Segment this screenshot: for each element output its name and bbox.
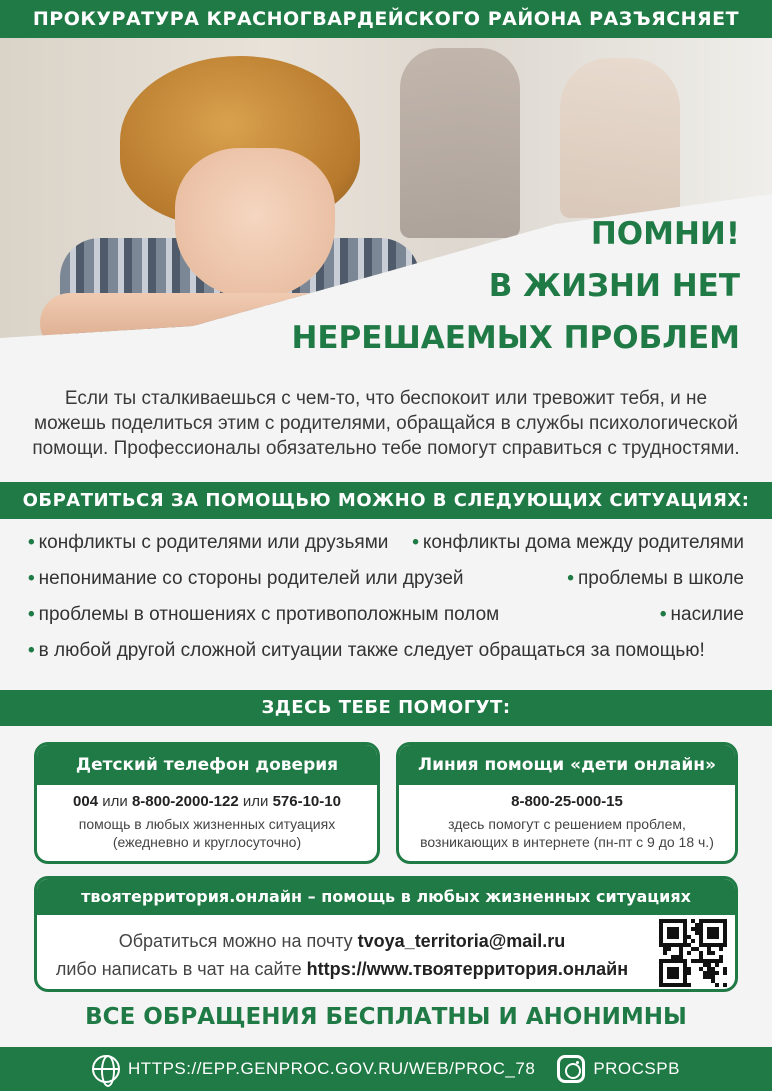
qr-cell [723, 971, 727, 975]
situation-item: • насилие [660, 604, 744, 626]
qr-cell [715, 935, 719, 939]
website-link[interactable] [92, 1055, 535, 1083]
trust-phone-desc-2: (ежедневно и круглосуточно) [112, 834, 302, 850]
slogan-line-2: В ЖИЗНИ НЕТ [488, 268, 740, 304]
qr-cell [687, 951, 691, 955]
situation-item: • конфликты дома между родителями [412, 532, 744, 554]
parent-figure-woman [560, 58, 680, 218]
kids-online-desc-1: здесь помогут с решением проблем, [448, 816, 686, 832]
instagram-link[interactable] [557, 1055, 680, 1083]
qr-cell [719, 959, 723, 963]
globe-icon [92, 1055, 120, 1083]
footer-note: ВСЕ ОБРАЩЕНИЯ БЕСПЛАТНЫ И АНОНИМНЫ [85, 1004, 687, 1030]
help-band [0, 690, 772, 726]
trust-phone-desc-1: помощь в любых жизненных ситуациях [78, 816, 336, 832]
intro-text: Если ты сталкиваешься с чем-то, что беспокоит или тревожит тебя, и не можешь поделиться этим с родителями, обращайся в службы психологической помощи. Профессионалы обязательно тебе помогут справиться с трудностями. [32, 388, 740, 459]
qr-cell [715, 971, 719, 975]
phone-number[interactable]: 8-800-2000-122 [131, 793, 239, 810]
site-prefix: либо написать в чат на сайте [55, 959, 302, 979]
situation-row [28, 532, 744, 568]
trust-phone-title: Детский телефон доверия [37, 745, 377, 785]
qr-cell [711, 951, 715, 955]
slogan [291, 208, 740, 364]
situation-item: • проблемы в школе [567, 568, 744, 590]
kids-online-title: Линия помощи «дети онлайн» [399, 745, 735, 785]
kids-online-body [399, 785, 735, 851]
site-link[interactable]: https://www.твоятерритория.онлайн [306, 959, 629, 979]
slogan-line-3: НЕРЕШАЕМЫХ ПРОБЛЕМ [291, 320, 740, 356]
site-line [37, 955, 647, 983]
territory-card [34, 876, 738, 992]
website-url[interactable]: HTTPS://EPP.GENPROC.GOV.RU/WEB/PROC_78 [128, 1059, 536, 1078]
trust-phone-body [37, 785, 377, 851]
phone-number[interactable]: 004 [73, 793, 99, 810]
instagram-handle[interactable]: PROCSPB [593, 1059, 680, 1078]
slogan-line-1: ПОМНИ! [590, 216, 740, 252]
qr-cell [719, 947, 723, 951]
qr-cell [715, 963, 719, 967]
qr-cell [715, 983, 719, 987]
qr-cell [691, 939, 695, 943]
kids-online-card [396, 742, 738, 864]
qr-cell [675, 935, 679, 939]
header-band [0, 0, 772, 38]
kids-online-desc-2: возникающих в интернете (пн-пт с 9 до 18 ч.) [420, 834, 714, 850]
qr-code-icon[interactable] [659, 919, 727, 987]
situation-item: • непонимание со стороны родителей или друзей [28, 568, 464, 590]
instagram-icon [557, 1055, 585, 1083]
situation-row [28, 568, 744, 604]
or-label: или [102, 793, 128, 810]
kids-online-phone-line [399, 793, 735, 811]
qr-cell [675, 975, 679, 979]
qr-cell [723, 983, 727, 987]
bottom-band [0, 1047, 772, 1091]
situations-list [28, 532, 744, 676]
help-title: ЗДЕСЬ ТЕБЕ ПОМОГУТ: [261, 697, 511, 718]
qr-cell [687, 983, 691, 987]
situations-band [0, 482, 772, 519]
situation-item: • конфликты с родителями или друзьями [28, 532, 388, 554]
hero-section [0, 38, 772, 378]
email-line [37, 927, 647, 955]
qr-cell [663, 951, 667, 955]
email-link[interactable]: tvoya_territoria@mail.ru [357, 931, 566, 951]
situation-row [28, 604, 744, 640]
qr-cell [667, 947, 671, 951]
situations-title: ОБРАТИТЬСЯ ЗА ПОМОЩЬЮ МОЖНО В СЛЕДУЮЩИХ СИТУАЦИЯХ: [22, 490, 750, 511]
situation-item: • в любой другой сложной ситуации также следует обращаться за помощью! [28, 640, 705, 662]
phone-number[interactable]: 8-800-25-000-15 [511, 793, 623, 810]
phone-number[interactable]: 576-10-10 [272, 793, 341, 810]
trust-phone-card [34, 742, 380, 864]
qr-cell [687, 971, 691, 975]
or-label: или [242, 793, 269, 810]
header-title: ПРОКУРАТУРА КРАСНОГВАРДЕЙСКОГО РАЙОНА РАЗЪЯСНЯЕТ [32, 8, 740, 30]
situation-item: • проблемы в отношениях с противоположным полом [28, 604, 499, 626]
email-prefix: Обратиться можно на почту [118, 931, 353, 951]
territory-title: твоятерритория.онлайн – помощь в любых жизненных ситуациях [37, 879, 735, 915]
territory-body [37, 915, 647, 983]
situation-row [28, 640, 744, 676]
qr-cell [723, 943, 727, 947]
trust-phone-numbers [37, 793, 377, 811]
